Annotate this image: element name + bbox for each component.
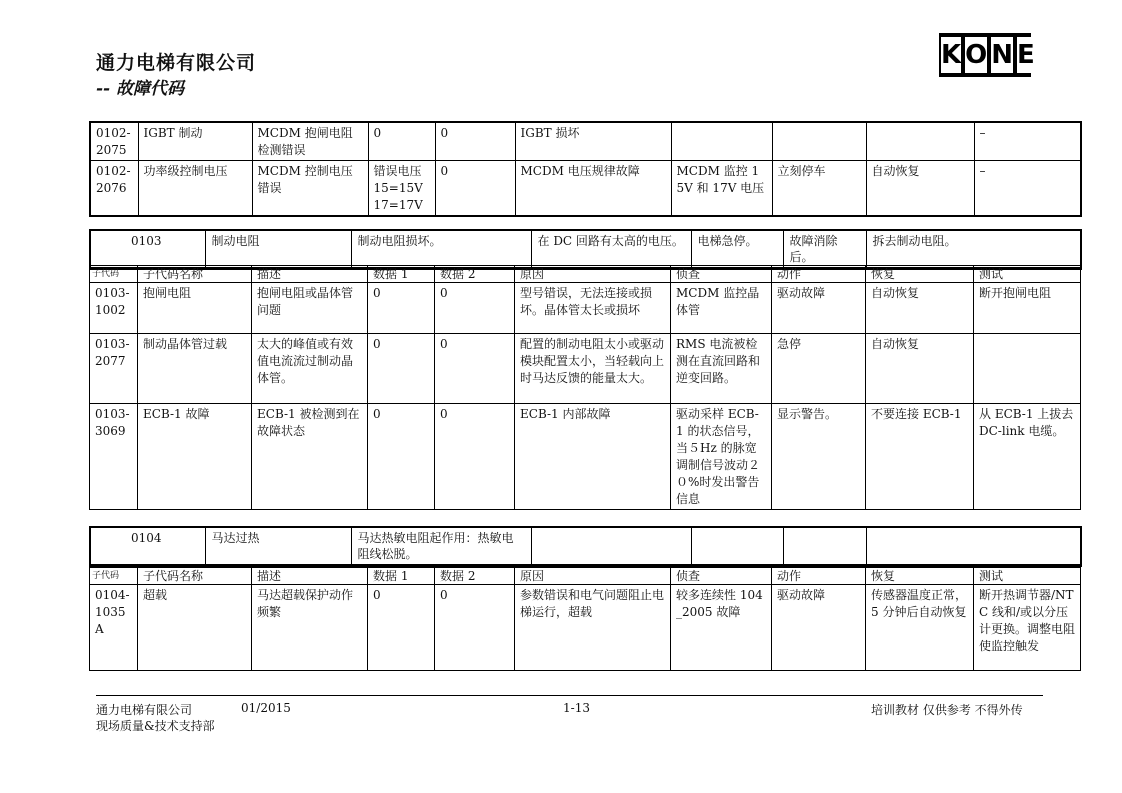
cell: MCDM 电压规律故障 <box>515 161 671 217</box>
cell: – <box>974 161 1081 217</box>
group-recovery: 故障消除后。 <box>783 230 866 269</box>
column-header: 子代码名称 <box>138 568 252 585</box>
fault-table-0104 <box>89 567 1081 671</box>
cell: 参数错误和电气问题阻止电梯运行，超载 <box>515 585 671 671</box>
cell: 抱闸电阻 <box>138 283 252 334</box>
group-recovery <box>783 527 866 566</box>
group-header-0104 <box>89 526 1082 567</box>
column-header: 侦查 <box>671 568 772 585</box>
group-cause: 在 DC 回路有太高的电压。 <box>531 230 691 269</box>
cell: 0 <box>368 122 435 161</box>
cell: 较多连续性 104_2005 故障 <box>671 585 772 671</box>
table-row <box>90 283 1081 334</box>
column-header: 子代码 <box>90 266 138 283</box>
cell: 错误电压 15=15V 17=17V <box>368 161 435 217</box>
group-name: 制动电阻 <box>205 230 351 269</box>
column-header: 恢复 <box>866 266 974 283</box>
column-header: 测试 <box>974 568 1081 585</box>
column-header-row <box>90 266 1081 283</box>
cell: IGBT 损坏 <box>515 122 671 161</box>
cell: 断开抱闸电阻 <box>974 283 1081 334</box>
footer-note: 培训教材 仅供参考 不得外传 <box>871 703 1023 717</box>
kone-logo <box>939 33 1035 77</box>
footer-department: 现场质量&技术支持部 <box>96 719 215 733</box>
footer-divider <box>96 695 1043 696</box>
cell <box>772 122 866 161</box>
footer-date: 01/2015 <box>241 701 291 715</box>
cell: 立刻停车 <box>772 161 866 217</box>
cell: 传感器温度正常，5 分钟后自动恢复 <box>866 585 974 671</box>
cell: IGBT 制动 <box>138 122 252 161</box>
cell: 急停 <box>772 334 866 404</box>
cell: MCDM 控制电压错误 <box>252 161 368 217</box>
cell: 0104-1035A <box>90 585 138 671</box>
cell: 功率级控制电压 <box>138 161 252 217</box>
logo-letter: O <box>965 37 987 73</box>
cell: 0 <box>435 404 515 510</box>
group-test <box>866 527 1081 566</box>
group-code: 0103 <box>90 230 205 269</box>
group-action <box>691 527 783 566</box>
column-header: 子代码名称 <box>138 266 252 283</box>
group-name: 马达过热 <box>205 527 351 566</box>
cell: MCDM 监控 15V 和 17V 电压 <box>671 161 772 217</box>
cell: 0 <box>368 283 435 334</box>
cell: 自动恢复 <box>866 161 974 217</box>
cell: 0103-1002 <box>90 283 138 334</box>
cell: 0 <box>368 334 435 404</box>
cell: 制动晶体管过载 <box>138 334 252 404</box>
cell: – <box>974 122 1081 161</box>
footer-company: 通力电梯有限公司 <box>96 703 193 717</box>
cell: 0 <box>435 122 515 161</box>
table-row <box>90 585 1081 671</box>
cell: ECB-1 被检测到在故障状态 <box>252 404 368 510</box>
logo-letter: N <box>991 37 1013 73</box>
table-row <box>90 404 1081 510</box>
column-header: 恢复 <box>866 568 974 585</box>
document-title: 通力电梯有限公司 <box>96 52 257 74</box>
group-description: 制动电阻损坏。 <box>351 230 531 269</box>
column-header: 描述 <box>252 568 368 585</box>
column-header: 原因 <box>515 568 671 585</box>
cell: 马达超载保护动作频繁 <box>252 585 368 671</box>
column-header-row <box>90 568 1081 585</box>
logo-letter: E <box>1017 37 1035 73</box>
cell: 0 <box>435 585 515 671</box>
column-header: 原因 <box>515 266 671 283</box>
table-row <box>90 161 1081 217</box>
group-header-row <box>90 527 1081 566</box>
cell: 太大的峰值或有效值电流流过制动晶体管。 <box>252 334 368 404</box>
cell: 0 <box>368 585 435 671</box>
group-action: 电梯急停。 <box>691 230 783 269</box>
cell: 0103-3069 <box>90 404 138 510</box>
cell: 从 ECB-1 上拔去 DC-link 电缆。 <box>974 404 1081 510</box>
cell: ECB-1 内部故障 <box>515 404 671 510</box>
cell: 驱动故障 <box>772 283 866 334</box>
group-description: 马达热敏电阻起作用：热敏电阻线松脱。 <box>351 527 531 566</box>
cell: 配置的制动电阻太小或驱动模块配置太小，当轻载向上时马达反馈的能量太大。 <box>515 334 671 404</box>
page-number: 1-13 <box>563 701 590 715</box>
column-header: 数据 2 <box>435 568 515 585</box>
group-header-row <box>90 230 1081 269</box>
cell: 0 <box>435 161 515 217</box>
fault-table-0102 <box>89 121 1082 217</box>
cell: 断开热调节器/NTC 线和/或以分压计更换。调整电阻使监控触发 <box>974 585 1081 671</box>
cell: MCDM 抱闸电阻检测错误 <box>252 122 368 161</box>
group-test: 拆去制动电阻。 <box>866 230 1081 269</box>
column-header: 子代码 <box>90 568 138 585</box>
column-header: 数据 1 <box>368 266 435 283</box>
cell: 自动恢复 <box>866 283 974 334</box>
cell: ECB-1 故障 <box>138 404 252 510</box>
cell: MCDM 监控晶体管 <box>671 283 772 334</box>
group-cause <box>531 527 691 566</box>
column-header: 描述 <box>252 266 368 283</box>
cell: 型号错误，无法连接或损坏。晶体管太长或损坏 <box>515 283 671 334</box>
cell: 0103-2077 <box>90 334 138 404</box>
cell <box>974 334 1081 404</box>
column-header: 测试 <box>974 266 1081 283</box>
table-row <box>90 122 1081 161</box>
cell: RMS 电流被检测在直流回路和逆变回路。 <box>671 334 772 404</box>
cell <box>866 122 974 161</box>
document-subtitle: -- 故障代码 <box>96 79 185 99</box>
column-header: 动作 <box>772 266 866 283</box>
cell: 抱闸电阻或晶体管问题 <box>252 283 368 334</box>
column-header: 动作 <box>772 568 866 585</box>
cell: 0 <box>435 334 515 404</box>
group-code: 0104 <box>90 527 205 566</box>
cell: 0 <box>435 283 515 334</box>
cell <box>671 122 772 161</box>
cell: 自动恢复 <box>866 334 974 404</box>
column-header: 侦查 <box>671 266 772 283</box>
cell: 0 <box>368 404 435 510</box>
table-row <box>90 334 1081 404</box>
cell: 不要连接 ECB-1 <box>866 404 974 510</box>
logo-letter: K <box>941 37 961 73</box>
cell: 显示警告。 <box>772 404 866 510</box>
group-header-0103 <box>89 229 1082 270</box>
column-header: 数据 2 <box>435 266 515 283</box>
cell: 0102-2075 <box>90 122 138 161</box>
cell: 0102-2076 <box>90 161 138 217</box>
cell: 驱动采样 ECB-1 的状态信号，当５Hz 的脉宽调制信号波动２０%时发出警告信息 <box>671 404 772 510</box>
fault-table-0103 <box>89 265 1081 510</box>
cell: 驱动故障 <box>772 585 866 671</box>
column-header: 数据 1 <box>368 568 435 585</box>
cell: 超载 <box>138 585 252 671</box>
